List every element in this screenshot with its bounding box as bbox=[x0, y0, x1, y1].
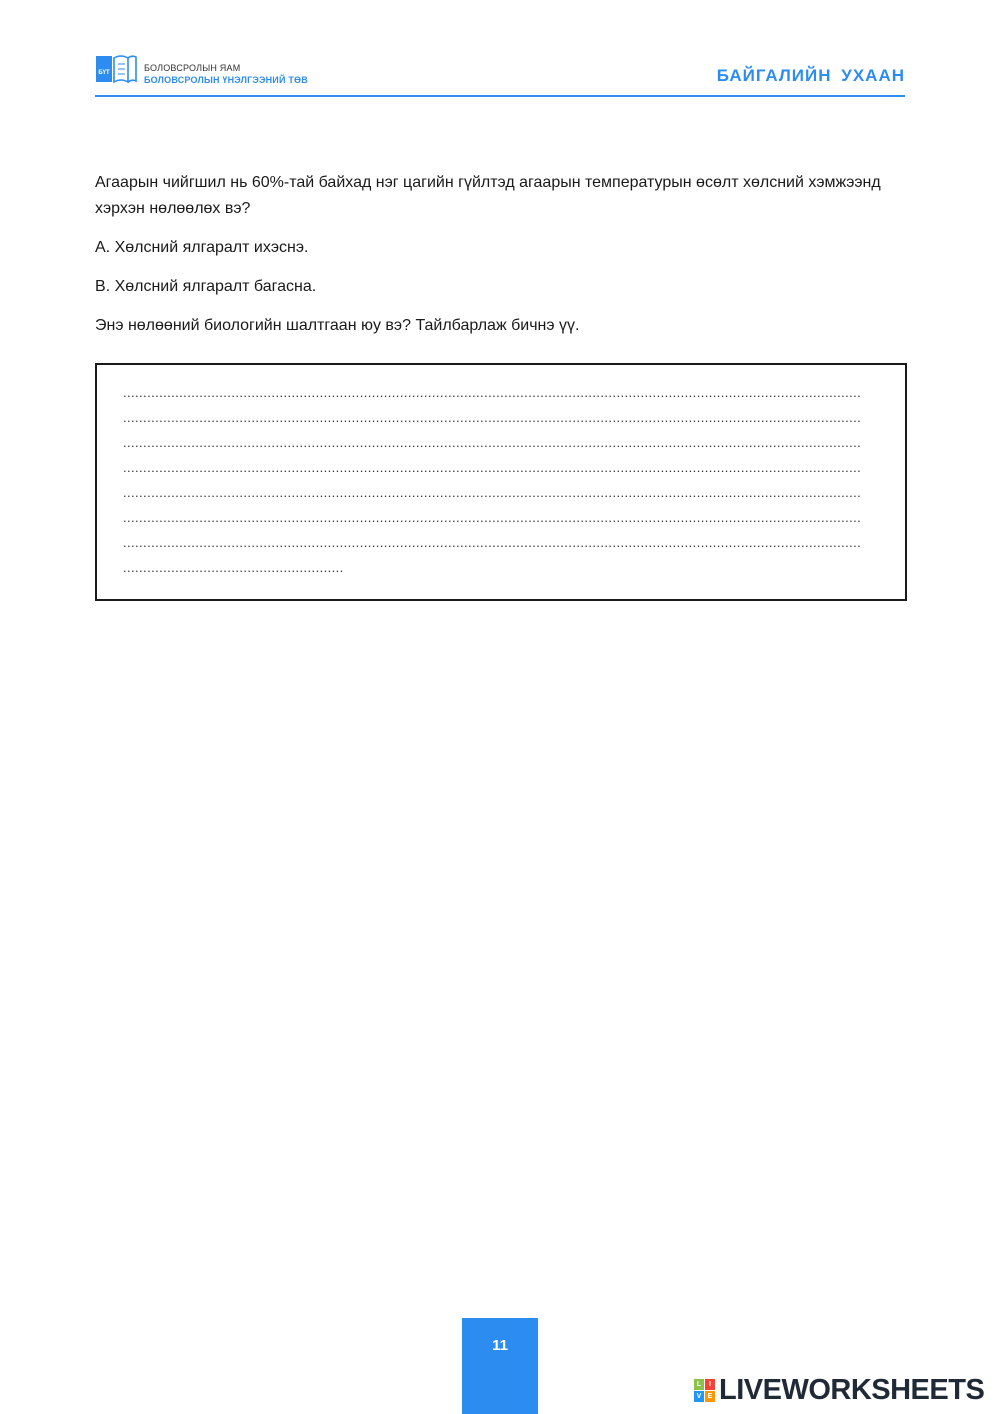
explanation-prompt: Энэ нөлөөний биологийн шалтгаан юу вэ? Тайлбарлаж бичнэ үү. bbox=[95, 317, 580, 334]
answer-line[interactable]: ........................................................................................................................................................................................ bbox=[123, 385, 862, 400]
org-line-2: БОЛОВСРОЛЫН ҮНЭЛГЭЭНИЙ ТӨВ bbox=[144, 75, 308, 85]
book-logo-icon bbox=[95, 52, 137, 84]
logo-letter: I bbox=[705, 1379, 715, 1390]
question-stem: Агаарын чийгшил нь 60%-тай байхад нэг цагийн гүйлтэд агаарын температурын өсөлт хөлсний хэмжээнд хэрхэн нөлөөлөх вэ? bbox=[95, 174, 881, 217]
org-line-1: БОЛОВСРОЛЫН ЯАМ bbox=[144, 63, 241, 73]
question-block bbox=[95, 170, 907, 352]
watermark-text: LIVEWORKSHEETS bbox=[719, 1374, 985, 1406]
answer-line[interactable]: ........................................................................................................................................................................................ bbox=[123, 435, 862, 450]
page-header bbox=[95, 50, 905, 97]
answer-line[interactable]: ....................................................... bbox=[123, 560, 344, 575]
answer-line[interactable]: ........................................................................................................................................................................................ bbox=[123, 510, 862, 525]
logo-letter: V bbox=[694, 1391, 704, 1402]
page-number-tab bbox=[462, 1318, 538, 1414]
organization-name bbox=[144, 62, 308, 86]
answer-box[interactable] bbox=[95, 363, 907, 601]
logo-letter: L bbox=[694, 1379, 704, 1390]
option-a: A. Хөлсний ялгаралт ихэснэ. bbox=[95, 239, 309, 256]
answer-line[interactable]: ........................................................................................................................................................................................ bbox=[123, 410, 862, 425]
answer-line[interactable]: ........................................................................................................................................................................................ bbox=[123, 485, 862, 500]
page-number: 11 bbox=[492, 1337, 508, 1354]
subject-title: БАЙГАЛИЙН УХААН bbox=[716, 66, 905, 85]
answer-line[interactable]: ........................................................................................................................................................................................ bbox=[123, 535, 862, 550]
option-b: B. Хөлсний ялгаралт багасна. bbox=[95, 278, 317, 295]
answer-line[interactable]: ........................................................................................................................................................................................ bbox=[123, 460, 862, 475]
logo-letter: E bbox=[705, 1391, 715, 1402]
logo-badge: БҮТ bbox=[98, 70, 110, 76]
liveworksheets-logo-icon bbox=[694, 1379, 716, 1403]
